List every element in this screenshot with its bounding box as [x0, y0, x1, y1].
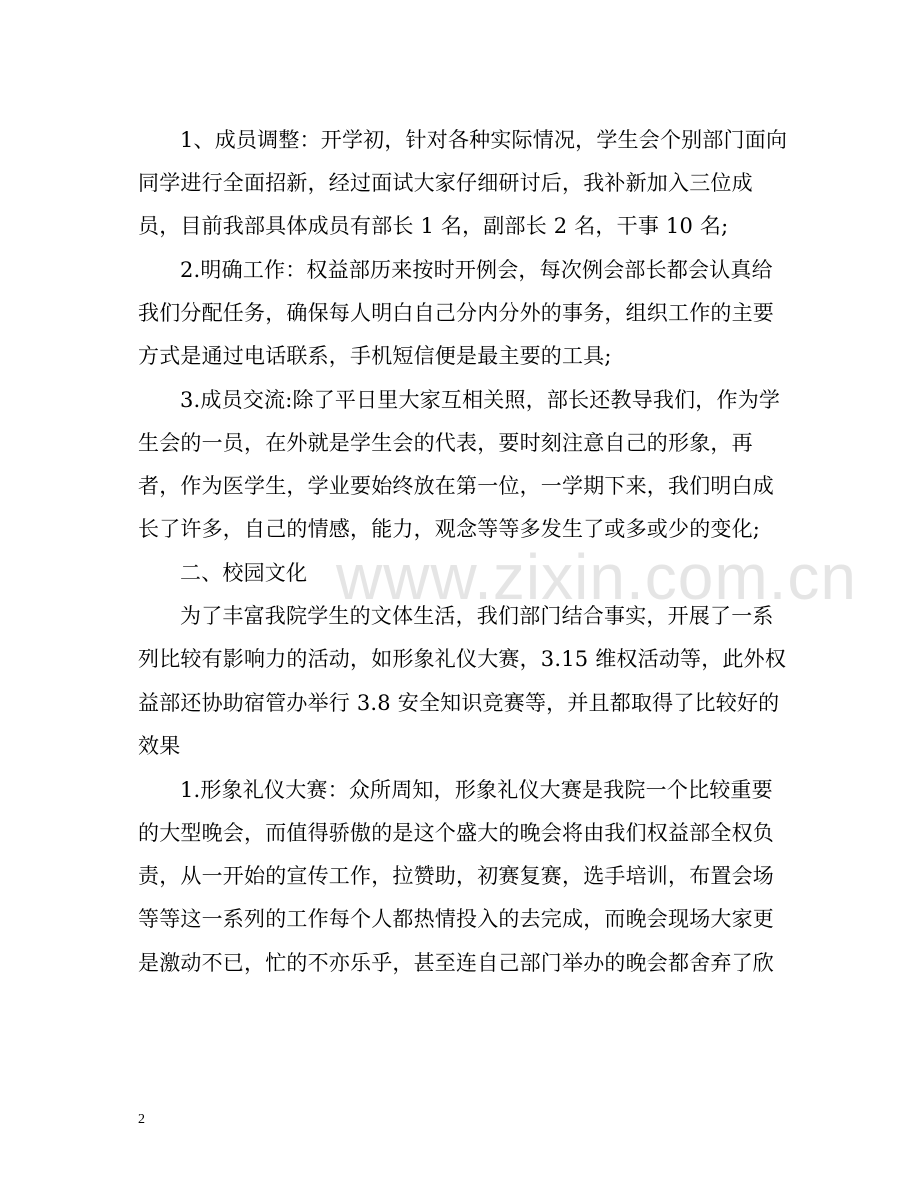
paragraph-line: 1.形象礼仪大赛：众所周知，形象礼仪大赛是我院一个比较重要 — [180, 778, 773, 802]
paragraph-line: 列比较有影响力的活动，如形象礼仪大赛，3.15 维权活动等，此外权 — [138, 647, 787, 671]
watermark: www.zixin.com.cn — [336, 541, 857, 613]
paragraph-line: 生会的一员，在外就是学生会的代表，要时刻注意自己的形象，再 — [138, 431, 753, 455]
paragraph-line: 方式是通过电话联系，手机短信便是最主要的工具; — [138, 344, 612, 368]
section-heading: 二、校园文化 — [180, 561, 308, 585]
paragraph-line: 同学进行全面招新，经过面试大家仔细研讨后，我补新加入三位成 — [138, 171, 753, 195]
paragraph-line: 1、成员调整：开学初，针对各种实际情况，学生会个别部门面向 — [180, 128, 788, 152]
paragraph-line: 效果 — [138, 734, 181, 758]
paragraph-line: 是激动不已，忙的不亦乐乎，甚至连自己部门举办的晚会都舍弃了欣 — [138, 951, 774, 975]
page-number: 2 — [138, 1112, 145, 1127]
paragraph-line: 为了丰富我院学生的文体生活，我们部门结合事实，开展了一系 — [180, 604, 774, 628]
paragraph-line: 长了许多，自己的情感，能力，观念等等多发生了或多或少的变化; — [138, 517, 761, 541]
paragraph-line: 员，目前我部具体成员有部长 1 名，副部长 2 名，干事 10 名; — [138, 214, 729, 238]
paragraph-line: 者，作为医学生，学业要始终放在第一位，一学期下来，我们明白成 — [138, 474, 774, 498]
paragraph-line: 的大型晚会，而值得骄傲的是这个盛大的晚会将由我们权益部全权负 — [138, 821, 774, 845]
paragraph-line: 2.明确工作：权益部历来按时开例会，每次例会部长都会认真给 — [180, 258, 773, 282]
paragraph-line: 3.成员交流:除了平日里大家互相关照，部长还教导我们，作为学 — [180, 388, 781, 412]
paragraph-line: 我们分配任务，确保每人明白自己分内分外的事务，组织工作的主要 — [138, 301, 774, 325]
paragraph-line: 益部还协助宿管办举行 3.8 安全知识竞赛等，并且都取得了比较好的 — [138, 691, 780, 715]
paragraph-line: 等等这一系列的工作每个人都热情投入的去完成，而晚会现场大家更 — [138, 907, 774, 931]
paragraph-line: 责，从一开始的宣传工作，拉赞助，初赛复赛，选手培训，布置会场 — [138, 864, 774, 888]
